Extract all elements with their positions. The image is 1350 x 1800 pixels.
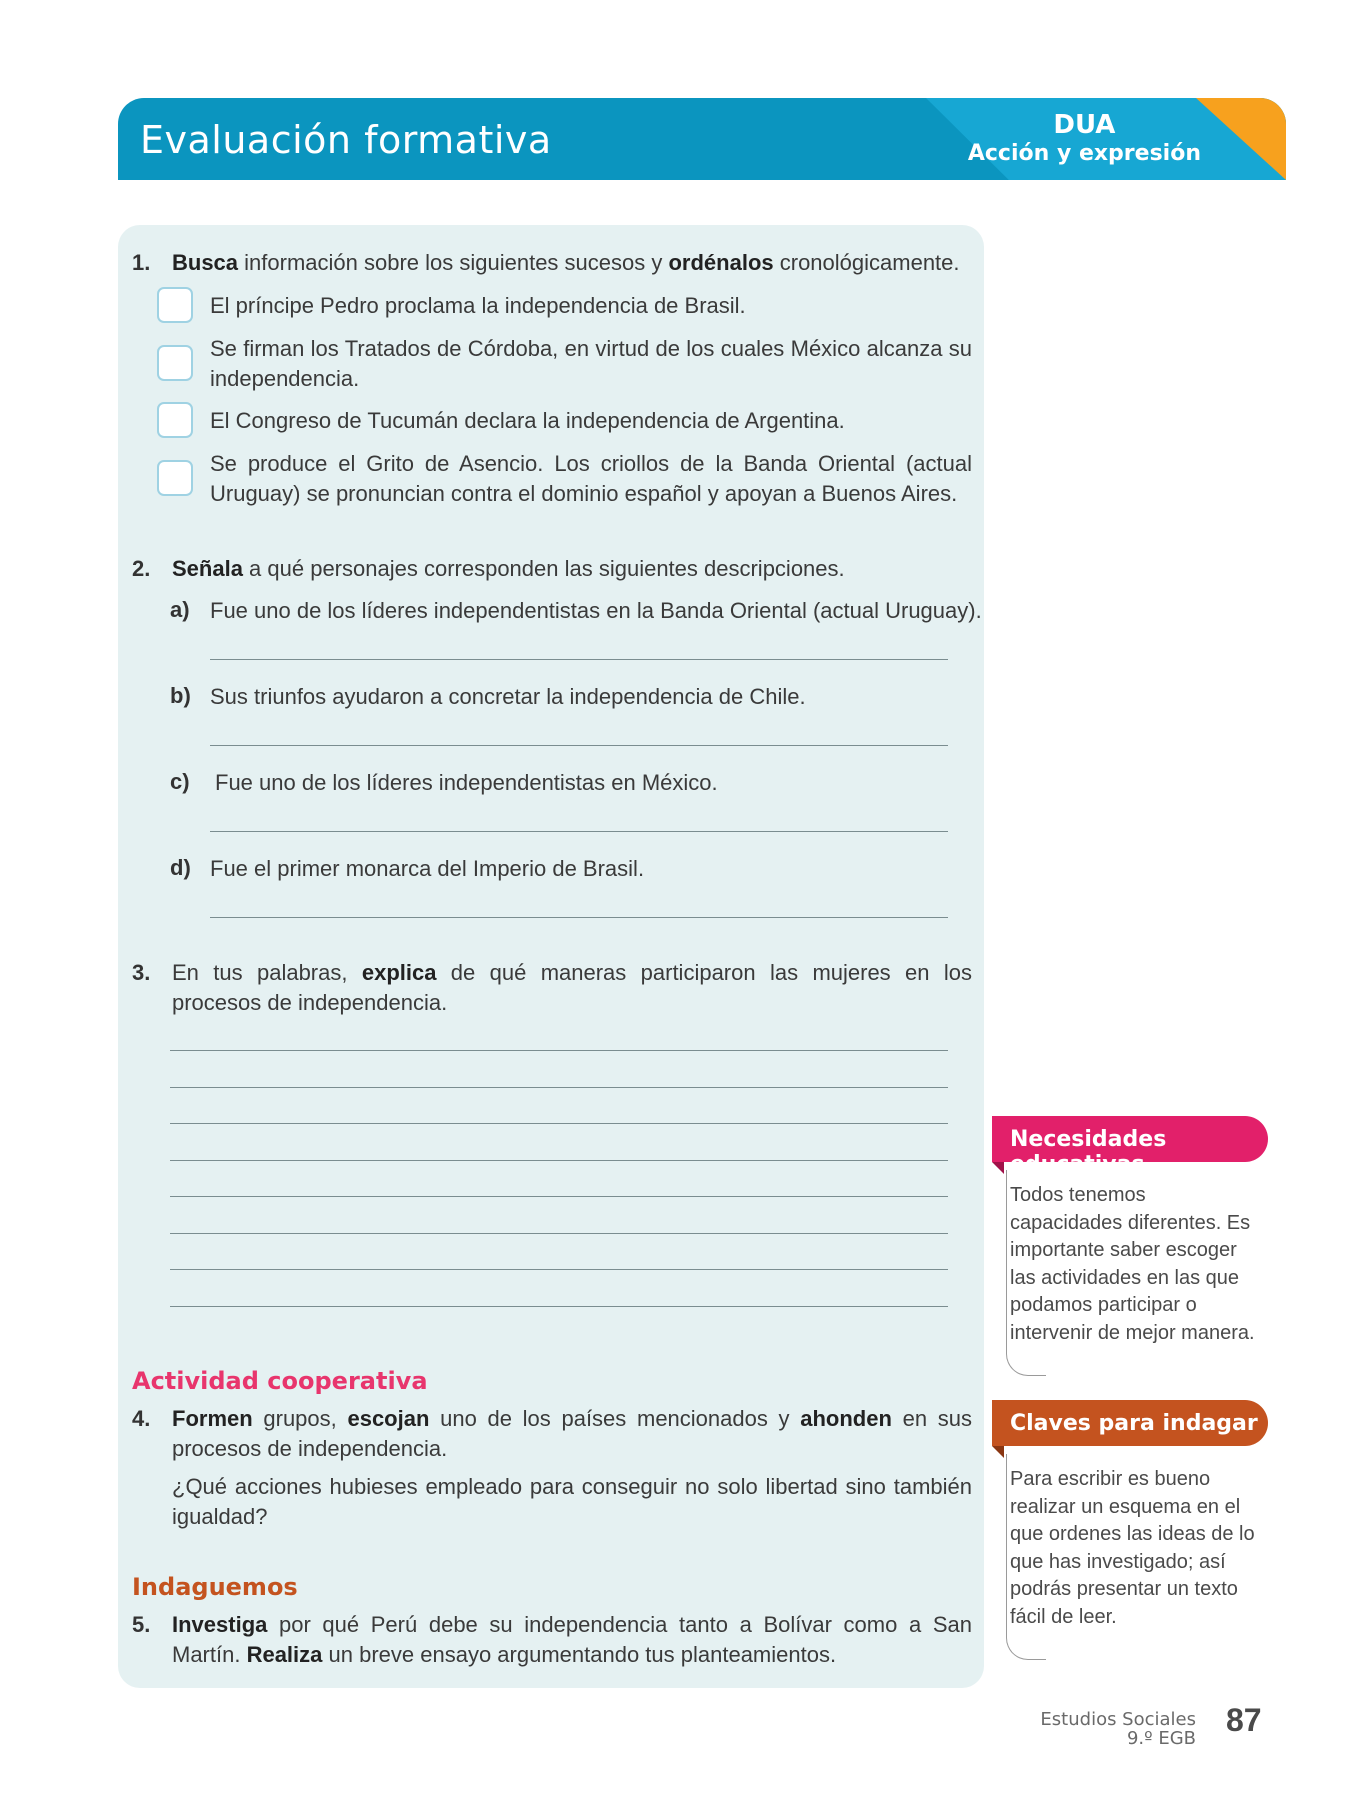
order-checkbox-2[interactable] <box>157 345 193 381</box>
verb: ahonden <box>800 1406 892 1431</box>
question-text: de qué maneras participaron las mujeres en los procesos de independencia. <box>172 960 972 1015</box>
side-box-necesidades-body: Todos tenemos capacidades diferentes. Es importante saber escoger las actividades en las que podamos participar o intervenir de mejor manera. <box>1010 1184 1255 1344</box>
question-number: 3. <box>132 960 151 985</box>
order-checkbox-4[interactable] <box>157 460 193 496</box>
sub-label: c) <box>170 769 190 794</box>
page-title: Evaluación formativa <box>140 118 552 162</box>
footer-subject <box>1040 1710 1196 1748</box>
verb: Investiga <box>172 1612 268 1637</box>
question-text: un breve ensayo argumentando tus planteamientos. <box>322 1642 837 1667</box>
page-number: 87 <box>1226 1702 1262 1738</box>
sub-label: d) <box>170 855 191 880</box>
sub-text: Fue el primer monarca del Imperio de Brasil. <box>210 856 645 881</box>
writing-line[interactable] <box>170 1196 948 1197</box>
sub-text: Fue uno de los líderes independentistas en la Banda Oriental (actual Uruguay). <box>210 598 982 623</box>
verb: Señala <box>172 556 243 581</box>
dua-badge <box>968 110 1201 166</box>
answer-line-d[interactable] <box>210 917 948 918</box>
order-checkbox-3[interactable] <box>157 402 193 438</box>
event-item: El príncipe Pedro proclama la independencia de Brasil. <box>210 293 746 318</box>
event-item: El Congreso de Tucumán declara la independencia de Argentina. <box>210 408 845 433</box>
verb: ordénalos <box>668 250 774 275</box>
question-number: 5. <box>132 1612 151 1637</box>
sub-label: b) <box>170 683 191 708</box>
verb: Realiza <box>246 1642 323 1667</box>
section-heading-cooperativa: Actividad cooperativa <box>132 1367 428 1395</box>
verb: Formen <box>172 1406 253 1431</box>
question-4 <box>132 1404 972 1532</box>
event-item: Se produce el Grito de Asencio. Los criollos de la Banda Oriental (actual Uruguay) se pronuncian contra el dominio español y apoyan a Buenos Aires. <box>210 451 972 506</box>
writing-line[interactable] <box>170 1050 948 1051</box>
answer-line-a[interactable] <box>210 659 948 660</box>
writing-line[interactable] <box>170 1306 948 1307</box>
sub-text: Sus triunfos ayudaron a concretar la independencia de Chile. <box>210 684 806 709</box>
question-number: 4. <box>132 1406 151 1431</box>
question-text: En tus palabras, <box>172 960 362 985</box>
grade-label: 9.º EGB <box>1126 1728 1196 1749</box>
verb: explica <box>361 960 437 985</box>
verb: escojan <box>347 1406 430 1431</box>
side-box-fold <box>992 1446 1004 1458</box>
dua-title: DUA <box>1053 110 1116 140</box>
question-5 <box>132 1610 972 1670</box>
event-item: Se firman los Tratados de Córdoba, en virtud de los cuales México alcanza su independencia. <box>210 336 972 391</box>
question-4-followup: ¿Qué acciones hubieses empleado para conseguir no solo libertad sino también igualdad? <box>172 1474 972 1529</box>
writing-line[interactable] <box>170 1087 948 1088</box>
sub-label: a) <box>170 597 190 622</box>
question-text: a qué personajes corresponden las siguientes descripciones. <box>242 556 845 581</box>
side-box-claves-body: Para escribir es bueno realizar un esquema en el que ordenes las ideas de lo que has investigado; así podrás presentar un texto fácil de leer. <box>1010 1468 1255 1628</box>
question-2 <box>132 554 972 584</box>
answer-line-b[interactable] <box>210 745 948 746</box>
writing-line[interactable] <box>170 1160 948 1161</box>
header-banner <box>118 98 1286 180</box>
question-text: en sus procesos de independencia. <box>172 1406 973 1461</box>
question-number: 1. <box>132 250 151 275</box>
question-number: 2. <box>132 556 151 581</box>
order-checkbox-1[interactable] <box>157 287 193 323</box>
question-text: información sobre los siguientes sucesos y <box>238 250 669 275</box>
question-1 <box>132 248 972 278</box>
side-box-fold <box>992 1162 1004 1174</box>
section-heading-indaguemos: Indaguemos <box>132 1573 298 1601</box>
writing-line[interactable] <box>170 1269 948 1270</box>
dua-subtitle: Acción y expresión <box>967 141 1201 166</box>
verb: Busca <box>172 250 239 275</box>
question-text: por qué Perú debe su independencia tanto a Bolívar como a San Martín. <box>172 1612 972 1667</box>
side-box-necesidades-title: Necesidades educativas <box>992 1116 1268 1162</box>
writing-line[interactable] <box>170 1233 948 1234</box>
question-text: cronológicamente. <box>773 250 960 275</box>
question-text: uno de los países mencionados y <box>429 1406 801 1431</box>
sub-text: Fue uno de los líderes independentistas en México. <box>215 770 718 795</box>
question-text: grupos, <box>252 1406 348 1431</box>
writing-line[interactable] <box>170 1123 948 1124</box>
question-3 <box>132 958 972 1018</box>
side-box-claves-title: Claves para indagar <box>992 1400 1268 1446</box>
subject-name: Estudios Sociales <box>1040 1709 1196 1730</box>
answer-line-c[interactable] <box>210 831 948 832</box>
